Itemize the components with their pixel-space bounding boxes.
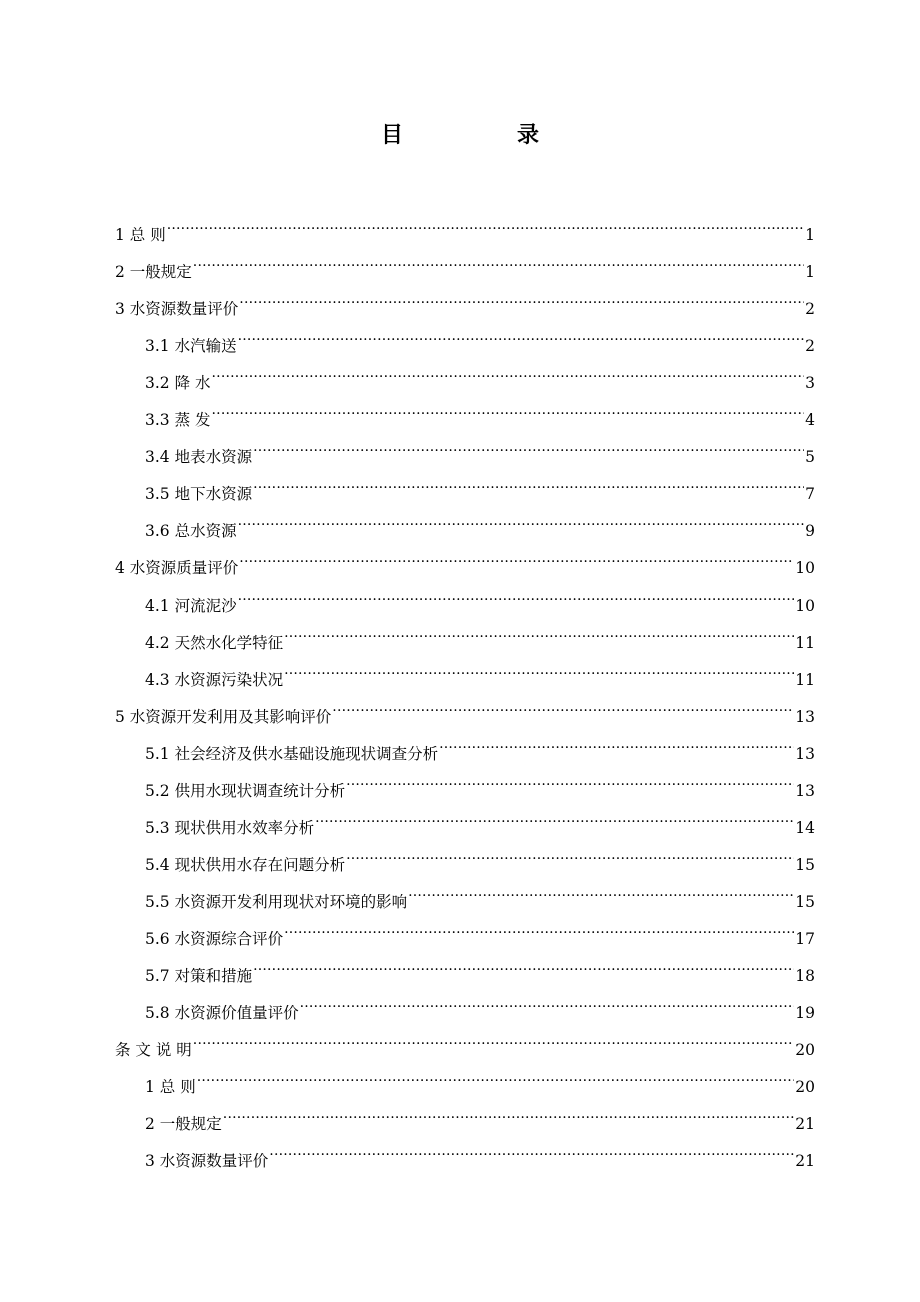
dot-leader (346, 833, 794, 870)
page-title: 目 录 (380, 122, 585, 148)
toc-entry-page-number: 9 (805, 522, 815, 541)
toc-entry-page-number: 17 (795, 929, 815, 948)
toc-entry-page-number: 2 (805, 300, 815, 319)
toc-entry-page-number: 20 (795, 1078, 815, 1097)
toc-entry-label: 3 水资源数量评价 (145, 1152, 269, 1171)
toc-entry-label: 5.2 供用水现状调查统计分析 (145, 781, 346, 800)
dot-leader (238, 314, 805, 351)
toc-entry-label: 5.5 水资源开发利用现状对环境的影响 (145, 892, 408, 911)
toc-entry-page-number: 10 (795, 559, 815, 578)
toc-entry-label: 条 文 说 明 (115, 1041, 192, 1060)
table-of-contents (0, 203, 920, 1171)
dot-leader (253, 944, 794, 981)
toc-entry-page-number: 13 (795, 781, 815, 800)
dot-leader (238, 573, 795, 610)
dot-leader (223, 1092, 794, 1129)
toc-entry-page-number: 13 (795, 744, 815, 763)
dot-leader (193, 240, 804, 277)
toc-entry[interactable] (0, 944, 815, 985)
dot-leader (439, 722, 794, 759)
toc-entry-label: 3.2 降 水 (145, 374, 211, 393)
toc-entry-page-number: 11 (795, 670, 815, 689)
toc-entry[interactable] (0, 907, 815, 948)
dot-leader (239, 277, 804, 314)
toc-entry-page-number: 18 (795, 966, 815, 985)
toc-entry[interactable] (0, 462, 815, 504)
toc-entry-label: 3.5 地下水资源 (145, 485, 253, 504)
toc-entry[interactable] (0, 648, 815, 689)
toc-entry-page-number: 15 (795, 855, 815, 874)
toc-entry-label: 1 总 则 (145, 1078, 196, 1097)
toc-entry[interactable] (0, 1092, 815, 1134)
dot-leader (300, 981, 795, 1018)
toc-entry-label: 5.7 对策和措施 (145, 966, 253, 985)
toc-entry[interactable] (0, 870, 815, 911)
toc-entry-page-number: 20 (795, 1041, 815, 1060)
toc-entry-label: 3.1 水汽输送 (145, 337, 237, 356)
toc-entry-page-number: 1 (805, 263, 815, 282)
dot-leader (167, 203, 804, 240)
toc-entry[interactable] (0, 611, 815, 652)
toc-entry[interactable] (0, 759, 815, 800)
dot-leader (212, 388, 805, 425)
dot-leader (408, 870, 794, 907)
toc-entry-label: 3.4 地表水资源 (145, 448, 253, 467)
toc-entry[interactable] (0, 833, 815, 874)
dot-leader (253, 425, 804, 462)
toc-entry-label: 2 一般规定 (145, 1115, 222, 1134)
dot-leader (269, 1129, 794, 1166)
toc-entry-page-number: 15 (795, 892, 815, 911)
toc-entry-label: 5.1 社会经济及供水基础设施现状调查分析 (145, 744, 439, 763)
toc-entry-label: 2 一般规定 (115, 263, 192, 282)
toc-entry[interactable] (0, 388, 815, 430)
toc-entry-label: 5 水资源开发利用及其影响评价 (115, 707, 332, 726)
toc-entry-page-number: 1 (805, 226, 815, 245)
toc-entry-page-number: 4 (805, 411, 815, 430)
dot-leader (238, 499, 805, 536)
toc-entry-page-number: 21 (795, 1115, 815, 1134)
dot-leader (197, 1055, 795, 1092)
toc-entry-page-number: 11 (795, 633, 815, 652)
toc-entry-page-number: 2 (805, 337, 815, 356)
toc-entry[interactable] (0, 796, 815, 837)
toc-entry-label: 5.8 水资源价值量评价 (145, 1004, 299, 1023)
toc-entry-label: 3 水资源数量评价 (115, 300, 239, 319)
dot-leader (253, 462, 804, 499)
dot-leader (212, 351, 805, 388)
toc-entry-page-number: 5 (805, 448, 815, 467)
dot-leader (315, 796, 794, 833)
dot-leader (284, 648, 794, 685)
dot-leader (284, 611, 794, 648)
toc-entry[interactable] (0, 536, 815, 578)
toc-entry-label: 5.4 现状供用水存在问题分析 (145, 855, 346, 874)
toc-entry-label: 4.3 水资源污染状况 (145, 670, 284, 689)
toc-entry-label: 5.3 现状供用水效率分析 (145, 818, 315, 837)
toc-entry-page-number: 21 (795, 1152, 815, 1171)
dot-leader (346, 759, 794, 796)
toc-entry[interactable] (0, 499, 815, 541)
toc-entry[interactable] (0, 425, 815, 467)
toc-entry-label: 4.1 河流泥沙 (145, 596, 237, 615)
toc-entry-page-number: 7 (805, 485, 815, 504)
toc-entry[interactable] (0, 1129, 815, 1171)
toc-entry[interactable] (0, 203, 815, 245)
toc-entry-label: 3.3 蒸 发 (145, 411, 211, 430)
toc-entry-label: 4.2 天然水化学特征 (145, 633, 284, 652)
dot-leader (193, 1018, 794, 1055)
toc-entry-page-number: 13 (795, 707, 815, 726)
toc-entry[interactable] (0, 351, 815, 393)
toc-entry-page-number: 19 (795, 1004, 815, 1023)
toc-entry[interactable] (0, 981, 815, 1023)
dot-leader (284, 907, 794, 944)
dot-leader (239, 536, 794, 573)
toc-entry[interactable] (0, 1018, 815, 1060)
toc-entry-label: 4 水资源质量评价 (115, 559, 239, 578)
toc-entry-label: 1 总 则 (115, 226, 166, 245)
toc-entry-page-number: 10 (795, 596, 815, 615)
toc-entry-label: 3.6 总水资源 (145, 522, 237, 541)
toc-entry[interactable] (0, 685, 815, 726)
toc-entry-page-number: 3 (805, 374, 815, 393)
toc-entry-page-number: 14 (795, 818, 815, 837)
dot-leader (332, 685, 794, 722)
toc-entry-label: 5.6 水资源综合评价 (145, 929, 284, 948)
